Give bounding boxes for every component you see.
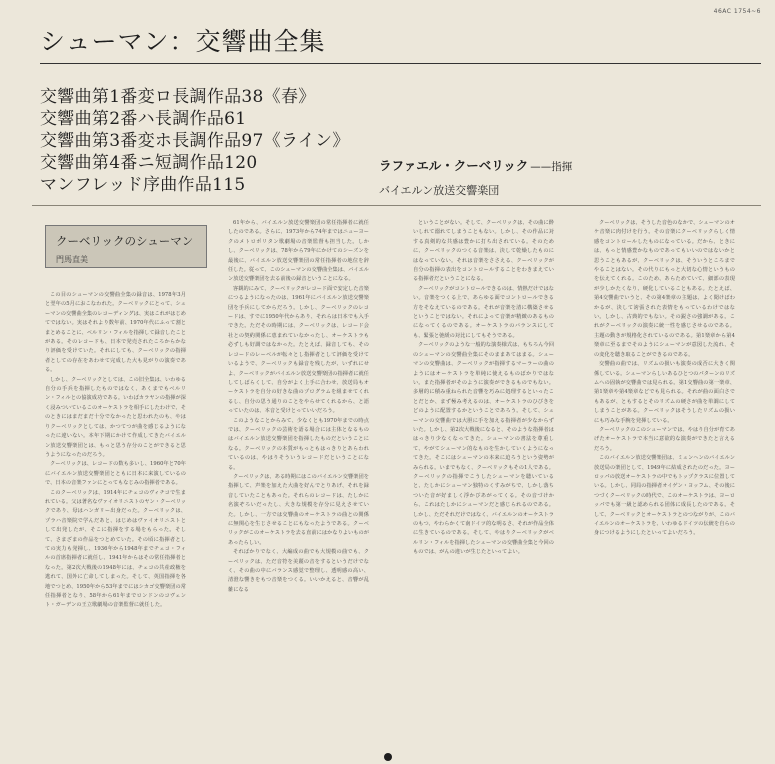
work-item: 交響曲第2番ハ長調作品61 xyxy=(40,109,247,129)
performer-credits xyxy=(379,156,572,198)
work-item: マンフレッド序曲作品115 xyxy=(40,175,246,195)
essay-title: クーベリックのシューマン xyxy=(56,234,194,248)
essay-paragraph: クーベリックのような一般的な演奏様式は、もちろん今回のシューマンの交響曲全集にそのままあてはまる。シューマンの交響曲は、クーベリックが指揮するマーラーの曲のようにはオーケストラを単純に使えるものばかりではない。また指揮者がそのように演奏ができるものでもない。多層的に積み重ねられた音響を巧みに処理するといったことだとか、まず極み考えるのは、オーケストラのひびきをどのように配置するかということであろう。そして、シューマンの交響曲では大胆に手を加える指揮者が少なからずいた。しかし、第2次大戦後になると、そのような指揮者ははっきり少なくなってきた。シューマンの書法を尊重して、やがてシューマン的なものを生かしていくようになってきた。そこにはシューマンの本来に迫ろうという姿勢がみられる。いまでもなく、クーベリックもその1人である。クーベリックの指揮でこうしたシューマンを聴いていると、たしかにシューマン独特のくすみがちで、しかし落ちついた音が好ましく浮かびあがってくる。その音づけから、これはたしかにシューマンだと感じられるのである。しかし、ただそれだけではなく、バイエルンのオーケストラのもつ、やわらかくて南ドイツ的な明るさ、それが作品全体に生きているのである。そして、やはりクーベリックがベルリン・フィルを指揮したシューマンの交響曲全集と今回のものでは、がんの違いが生じたといってよい。 xyxy=(413,342,554,556)
essay-paragraph: このバイエルン放送交響楽団は、ミュンヘンのバイエルン放送局の楽団として、1949年に結成されたのだった。ヨーロッパの放送オーケストラの中でもトップクラスに位置している。しかし、同局の指揮者オイゲン・ヨッフム、その後につづくクーベリックの時代で、このオーケストラは、ヨーロッパでも第一級と認められる団体に成長したのである。そして、クーベリックとオーケストラとのつながりが、このバイエルンのオーケストラを、いわゆるドイツの伝統を自らの身につけるようにしたといってよいだろう。 xyxy=(594,455,735,537)
works-list xyxy=(40,86,350,196)
essay-column-4 xyxy=(594,219,735,759)
work-item: 交響曲第4番ニ短調作品120 xyxy=(40,153,258,173)
essay-column-3 xyxy=(413,219,554,759)
essay-heading-box xyxy=(45,225,207,268)
essay-paragraph: クーベリックがコントロールできるのは、情熱だけではない。音楽をつくる上で、あらゆる面でコントロールできる方をそなえているのである。それが音楽を清に構築させるということではない。それによって音楽が精緻のあるものになってくるのである。オーケストラのバランスにしても、緊張と弛緩の対比にしてもそうである。 xyxy=(413,285,554,339)
essay-paragraph: クーベリックのこのシューマンでは、やはり自分が育てあげたオーケストラで本当に意欲的な演奏ができたと言えるだろう。 xyxy=(594,426,735,452)
essay-paragraph: そればかりでなく、大編成の曲でも大規模の曲でも、クーベリックは、ただ音符を美麗の音をするというだけでなく、その曲の中にバランス感覚で整理し、透明感の高い、清澄な響きをもつ音楽をつくる。いいかえると、音響が乱雑になる xyxy=(228,549,369,593)
essay-paragraph: 客観的にみて、クーベリックがレコード面で安定した音楽につるようになったのは、1961年にバイエルン放送交響楽団を手兵にしてからだろう。しかし、クーベリックのレコードは、すでに1950年代からあり、それらは日本でも入手できた。ただその時期には、クーベリックは、レコード会社との契約関係に恵まれていなかったし、オーケストラも必ずしも好調ではなかった。たとえば、録音しても、そのレコードのレーベルが転々とし指揮者として評価を受けているようで、クーベリックも録音を残したが、いずれにせよ、クーベリックがバイエルン放送交響楽団の指揮者に就任してしばらくして、自分がよく上手に合わせ、放送局もオーケストラを自分の好きな曲のプログラムを組ませてくれるし、自分の思う通りのことをやらせてくれるから、と語っていたのは、本音と受けとっていいだろう。 xyxy=(228,285,369,415)
title-divider xyxy=(40,63,761,64)
page-marker xyxy=(384,753,392,761)
essay-column-2 xyxy=(228,219,369,759)
essay-paragraph: クーベリックは、ある時期にはこのバイエルン交響楽団を指揮して、声楽を加えた大曲を好んでとりあげ、それを録音していたこともあった。それらのレコードは、たしかに名演ぞろいだったし、大きな規模を存分に見えさせていた。しかし、一方では交響曲のオーケストラの曲との関係に無関心を生じさせることにもなったようである。クーベリックがこのオーケストラを去る直前にはかなりよいものがあったらしい。 xyxy=(228,473,369,546)
orchestra-name: バイエルン放送交響楽団 xyxy=(379,184,500,197)
conductor-role: ——指揮 xyxy=(530,161,573,173)
catalog-number: 46AC 1754~6 xyxy=(713,8,761,15)
work-item: 交響曲第3番変ホ長調作品97《ライン》 xyxy=(40,131,350,151)
essay-paragraph: ということがない。そして、クーベリックは、その曲に酔いしれて溺れてしまうこともない。しかし、その作品に対する真剣的な共感は豊かに打ち出されている。そのために、クーベリックのつくる音楽は、決して乾燥したものにはなっていない。それは音楽をささえる、クーベリックが自分の指揮の表出をコントロールすることをわきまえている指揮者だということになる。 xyxy=(413,220,554,283)
essay-paragraph: しかし、クーベリックとしては、この旧全集は、いわゆる自分の手兵を指揮したものではなく、あくまでもベルリン・フィルとの協演成功である。いわばカラヤンの指揮が深く浸みついているこのオーケストラを相手にしたわけで、そのときにはまだまだ十分でなかったと思われたのも、やはりクーベリックとしては、かつてつが曲を感じるようになったに違いない。本年下期にかけて作成してきたバイエルン放送交響楽団とは、もっと思う存分のことができると思うようになったのだろう。 xyxy=(45,376,186,458)
essay-paragraph: クーベリックは、レコードの数も多いし、1960年と70年にバイエルン放送交響楽団とともに日本に来演しているので、日本の音楽ファンにとってもなじみの指揮者である。 xyxy=(45,461,186,487)
essay-paragraph: このようなことからみて、少なくとも1970年までの時点では、クーベリックの芸術を語る場合には主体となるものはバイエルン放送交響楽団を指揮したものだということになる。クーベリックの本質がもっともはっきりとあらわれているのは、やはりそういうレコードだということになる。 xyxy=(228,417,369,471)
work-item: 交響曲第1番変ロ長調作品38《春》 xyxy=(40,87,316,107)
essay-paragraph: この目のシューマンの交響曲全集の録音は、1978年3月と翌年の5月におこなわれた。クーベリックにとって、シューマンの交響曲全集のレコーディングは、実はこれがはじめてではない。実はそれより数年前、1970年代にふって割とまとめることに、ベルリン・フィルを指揮して録音したことがある。そのレコードも、日本で発売されたころからかなり評価を受けていた。それにしても、クーベリックの指揮者としての存在をあわせて完成した大も見がりの演奏である。 xyxy=(45,292,186,374)
essay-column-1 xyxy=(45,291,186,759)
album-title: シューマン：交響曲全集 xyxy=(40,27,326,56)
conductor-name: ラファエル・クーベリック xyxy=(379,158,529,173)
essay-paragraph: 61年から、バイエルン放送交響楽団の常任指揮者に就任したのである。さらに、1973年から74年まではニューヨークのメトロポリタン歌劇場の音楽監督も担当した。しかし、クーベリックは、78年から79年にかけてのシーズンを最後に、バイエルン放送交響楽団の常任指揮者の地位を辞任した。従って、このシューマンの交響曲全集は、バイエルン放送交響楽団を去る前後の録音ということになる。 xyxy=(228,220,369,283)
essay-paragraph: このクーベリックは、1914年にチェコのヴィチコで生まれている。父は著名なヴァイオリニストのヤン・クーベリックであり、母はハンガリー出身だった。クーベリックは、プラハ音楽院で学んだあと、はじめはヴァイオリニストとして出発したが、そこに指揮をする場をもらった。そして、さまざまの作品をつとめていた。その頃に指揮者としての実力も発揮し、1936年から1948年までチェコ・フィルの首席指揮者に就任し、1941年からはその常任指揮者となった。第2次大戦後の1948年には、チェコの共産政権を逃れて、国外に亡命してしまった。そして、英国指揮を各地でつとめ、1950年から53年までにはシカゴ交響楽団の常任指揮者となり、58年から61年までロンドンのコヴェント・ガーデンの王立歌劇場の音楽監督に就任した。 xyxy=(45,489,186,609)
conductor-credit xyxy=(379,156,572,174)
section-divider xyxy=(32,205,761,206)
essay-author: 門馬直美 xyxy=(56,255,88,264)
essay-paragraph: クーベリックは、そうした音色のなかで、シューマンのオケ音楽に肉付けを行う。その音楽にクーベリックらしく情感をコントロールしたものになっている。だから、ときには、もっと情感豊かなものであってもいいのではないかと思うこともあるが、クーベリックは、そういうところまでやることはない。その代りにもっと大切な心情というものを伝えてくれる。このため、あらためていて、細部の表現が少しかたくなり、硬化していることもある。たとえば、第4交響曲でいうと、その第4楽章の主題は、よく聞けばわかるが、決して誇張された表情をもっているわけではない。しかし、古典的でもない。その鋭さの強調がある。これがクーベリックの演奏に統一性を感じさせるのである。主題の動きが規格化されているのである。第1楽章から第4楽章に至るまでそのようにシューマンが意図した流れ、その変化を聴き取ることができるのである。 xyxy=(594,220,735,358)
essay-paragraph: 交響曲の曲では、リズムの扱いも演奏の成否に大きく関係している。シューマンらしいあるひとつのパターンのリズムへの固執が交響曲では見られる。第1交響曲の第一楽章、第1楽章や第4楽章などでも見られる。それが曲の面白さでもあるが、ともするとそのリズムの硬さが曲を単調にしてしまうことがある。クーベリックはそうしたリズムの扱いにも巧みな手腕を発揮している。 xyxy=(594,361,735,424)
